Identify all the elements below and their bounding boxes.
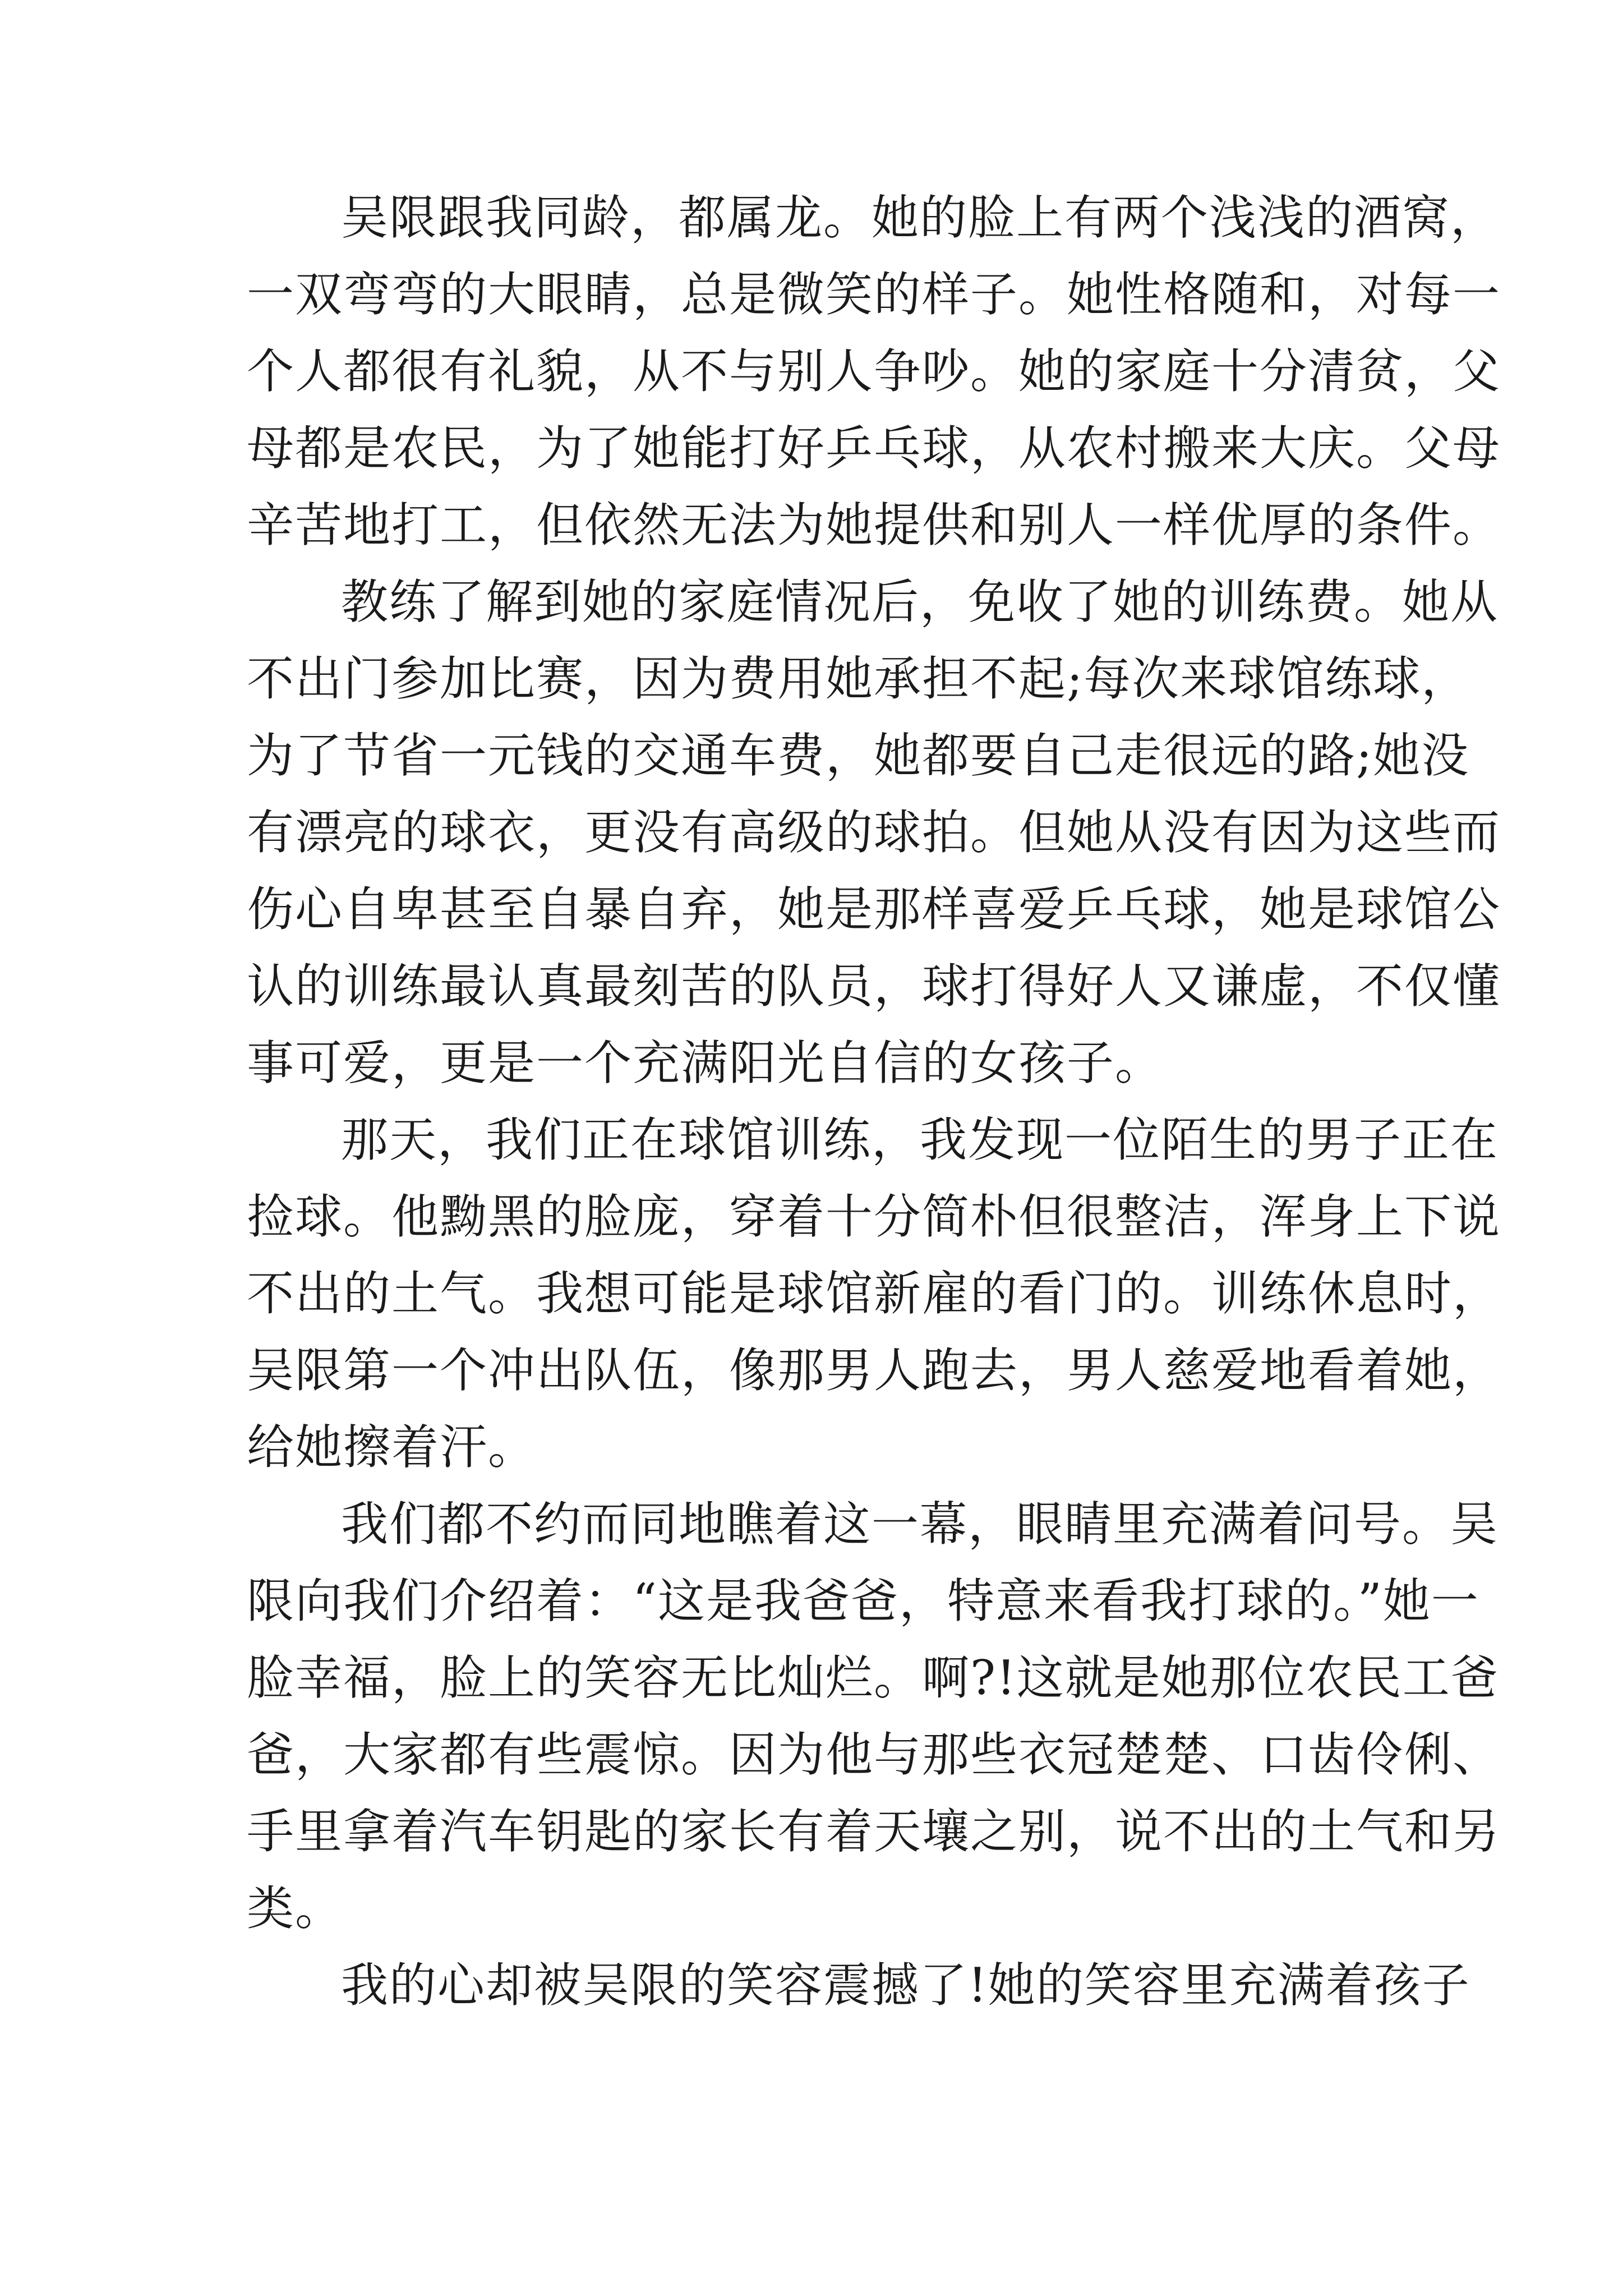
text-line: 我的心却被吴限的笑容震撼了!她的笑容里充满着孩子 xyxy=(341,1958,1470,2013)
text-line: 爸，大家都有些震惊。因为他与那些衣冠楚楚、口齿伶俐、 xyxy=(247,1727,1501,1782)
text-line: 母都是农民，为了她能打好乒乓球，从农村搬来大庆。父母 xyxy=(247,421,1501,476)
document-body xyxy=(247,180,1501,2024)
text-line: 类。 xyxy=(247,1881,344,1936)
text-line: 限向我们介绍着：“这是我爸爸，特意来看我打球的。”她一 xyxy=(247,1573,1479,1628)
text-line: 个人都很有礼貌，从不与别人争吵。她的家庭十分清贫，父 xyxy=(247,344,1501,399)
text-line: 捡球。他黝黑的脸庞，穿着十分简朴但很整洁，浑身上下说 xyxy=(247,1189,1501,1244)
paragraph-2 xyxy=(247,564,1501,1102)
text-line: 那天，我们正在球馆训练，我发现一位陌生的男子正在 xyxy=(341,1112,1499,1167)
text-line: 吴限跟我同龄，都属龙。她的脸上有两个浅浅的酒窝， xyxy=(341,190,1499,245)
text-line: 事可爱，更是一个充满阳光自信的女孩子。 xyxy=(247,1036,1164,1091)
text-line: 脸幸福，脸上的笑容无比灿烂。啊?!这就是她那位农民工爸 xyxy=(247,1650,1499,1705)
paragraph-5 xyxy=(247,1947,1470,2024)
paragraph-4 xyxy=(247,1486,1501,1947)
text-line: 不出门参加比赛，因为费用她承担不起;每次来球馆练球， xyxy=(247,651,1470,706)
text-line: 不出的土气。我想可能是球馆新雇的看门的。训练休息时， xyxy=(247,1266,1501,1321)
text-line: 吴限第一个冲出队伍，像那男人跑去，男人慈爱地看着她， xyxy=(247,1343,1501,1398)
text-line: 给她擦着汗。 xyxy=(247,1420,537,1475)
text-line: 有漂亮的球衣，更没有高级的球拍。但她从没有因为这些而 xyxy=(247,805,1501,860)
text-line: 辛苦地打工，但依然无法为她提供和别人一样优厚的条件。 xyxy=(247,498,1501,553)
text-line: 教练了解到她的家庭情况后，免收了她的训练费。她从 xyxy=(341,574,1499,629)
paragraph-1 xyxy=(247,180,1501,564)
paragraph-3 xyxy=(247,1102,1501,1486)
text-line: 认的训练最认真最刻苦的队员，球打得好人又谦虚，不仅懂 xyxy=(247,959,1501,1014)
text-line: 我们都不约而同地瞧着这一幕，眼睛里充满着问号。吴 xyxy=(341,1497,1499,1552)
text-line: 伤心自卑甚至自暴自弃，她是那样喜爱乒乓球，她是球馆公 xyxy=(247,882,1501,937)
text-line: 为了节省一元钱的交通车费，她都要自己走很远的路;她没 xyxy=(247,728,1470,783)
text-line: 手里拿着汽车钥匙的家长有着天壤之别，说不出的土气和另 xyxy=(247,1804,1501,1859)
text-line: 一双弯弯的大眼睛，总是微笑的样子。她性格随和，对每一 xyxy=(247,267,1501,322)
